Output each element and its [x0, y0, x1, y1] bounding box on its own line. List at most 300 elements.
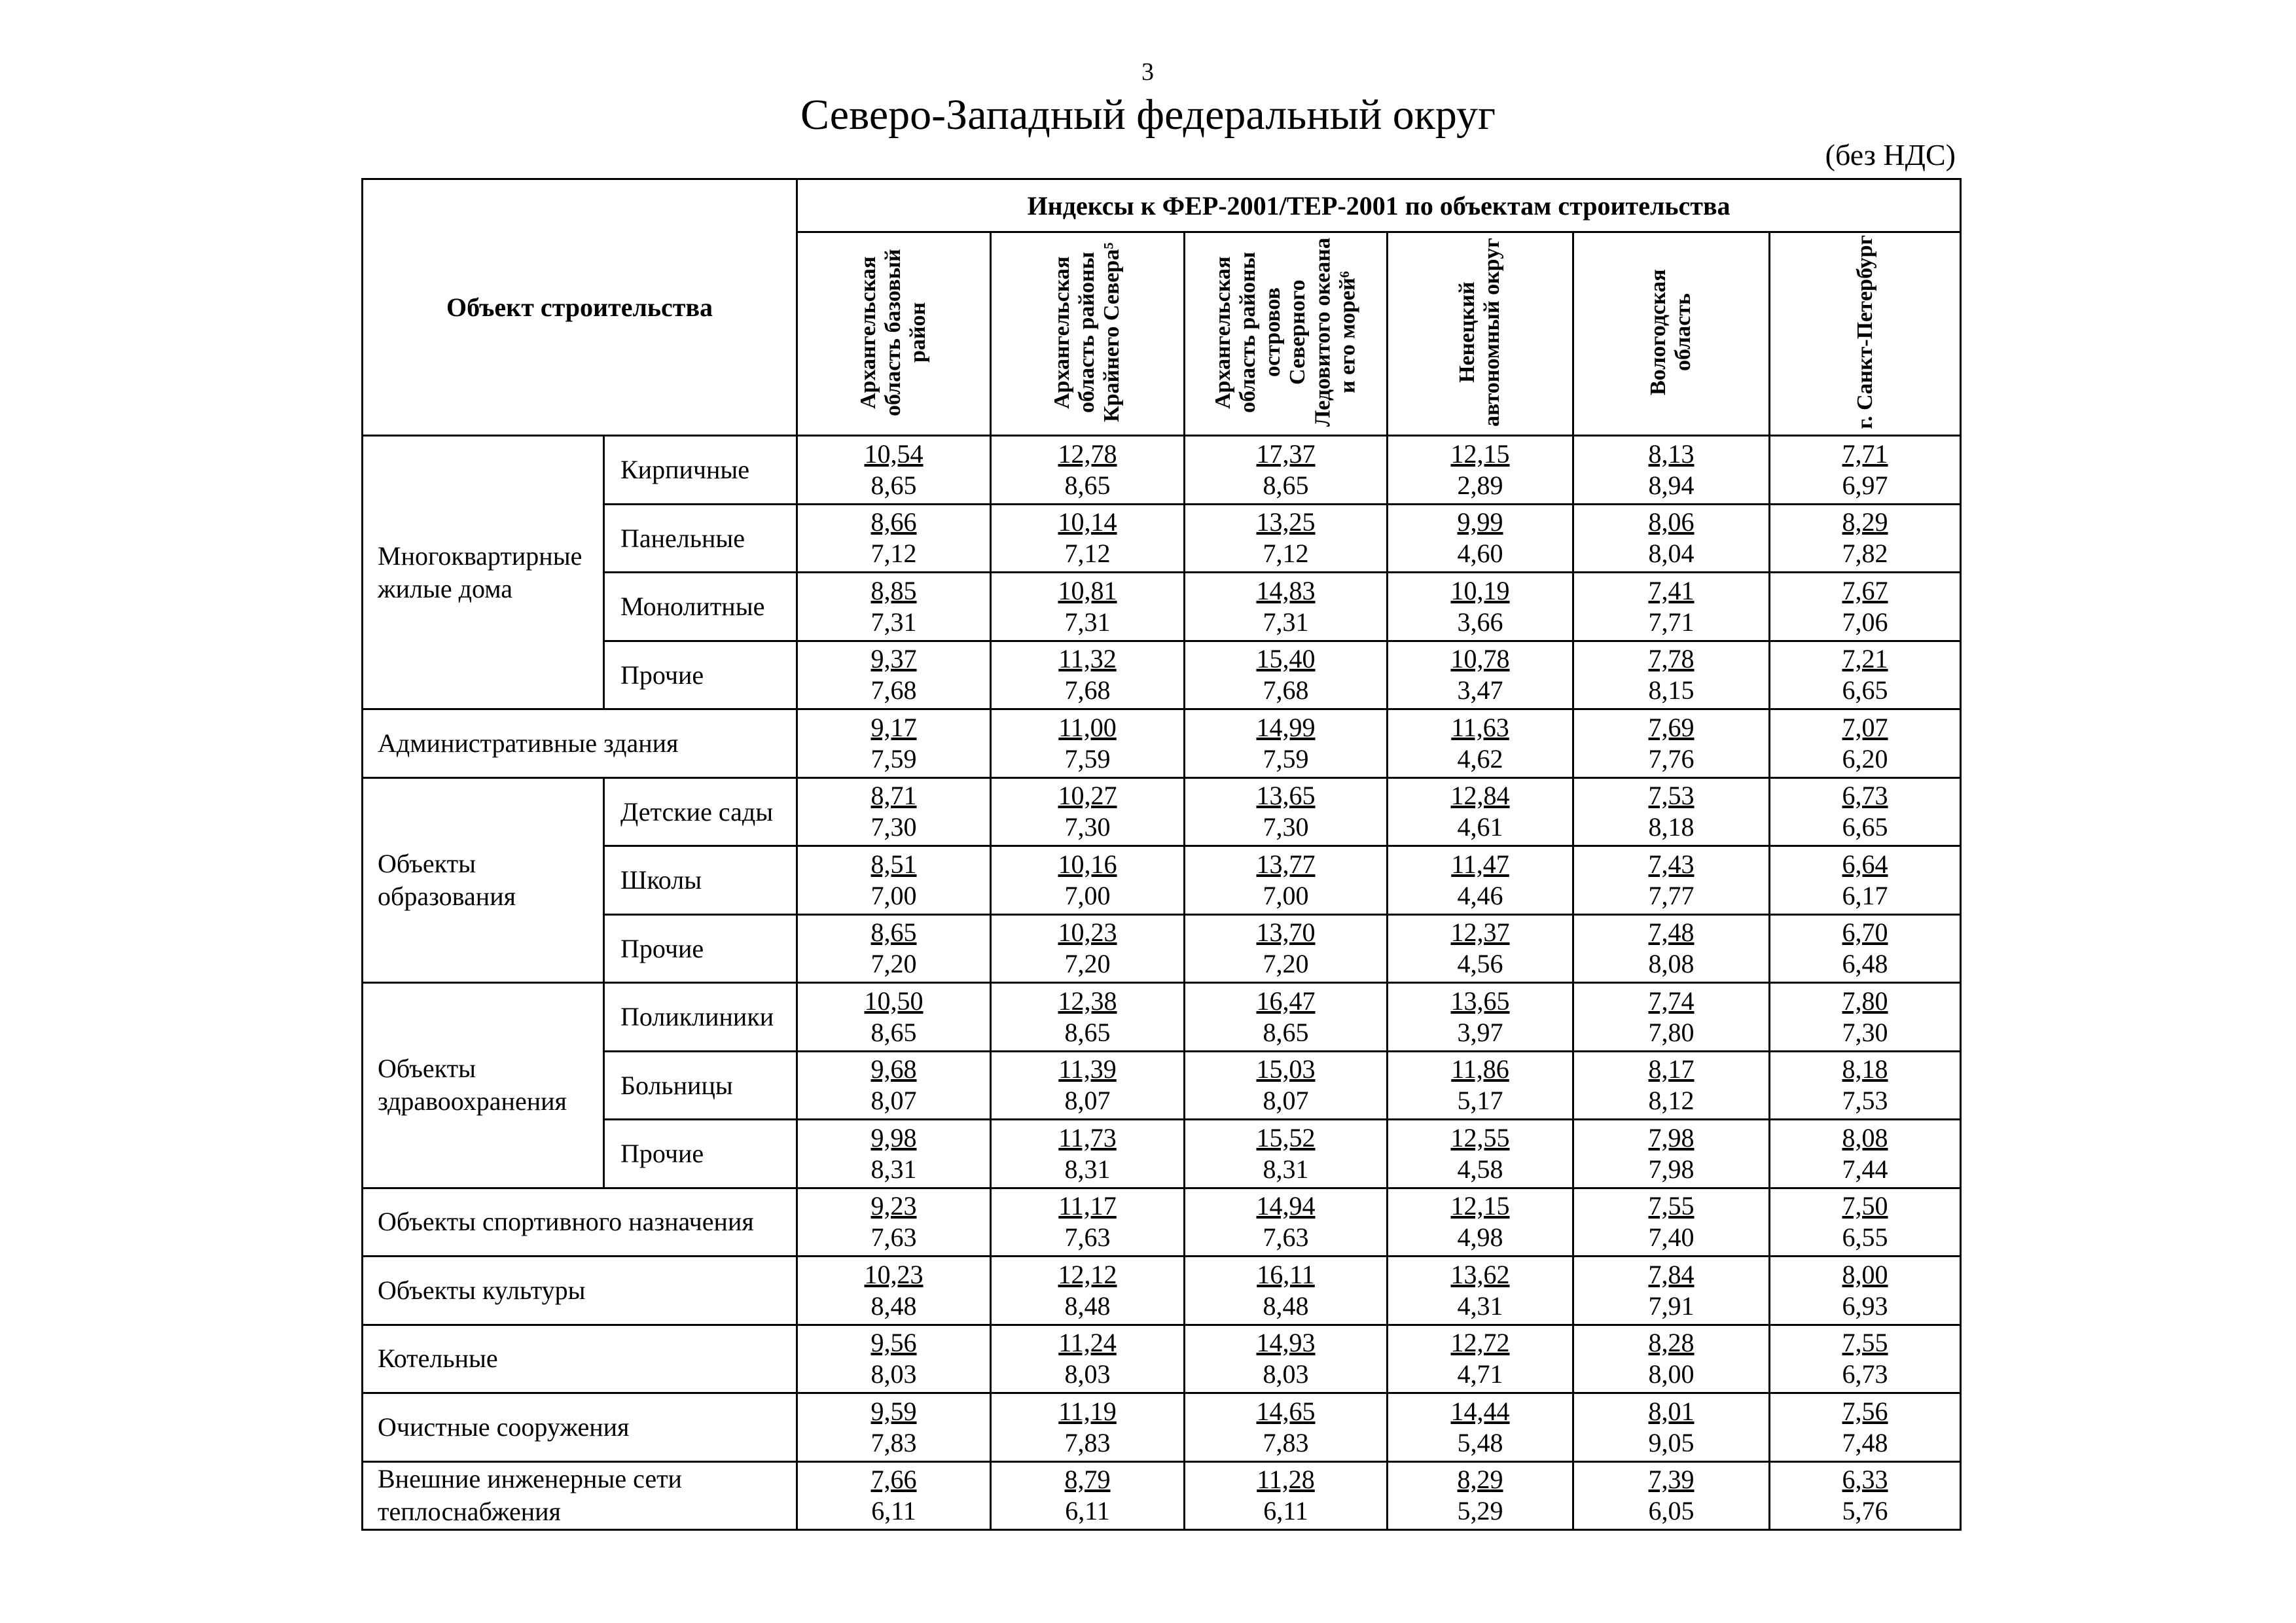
ter-index-value: 8,31 — [870, 1154, 917, 1184]
fer-index-value: 8,08 — [1842, 1122, 1888, 1152]
ter-index-value: 7,30 — [1263, 812, 1309, 842]
index-cell — [991, 846, 1185, 915]
category-cell: Административные здания — [363, 709, 797, 778]
fer-index-value: 12,84 — [1450, 781, 1510, 811]
index-cell — [797, 1257, 991, 1325]
fer-index-value: 13,70 — [1256, 918, 1316, 948]
ter-index-value: 4,56 — [1457, 949, 1503, 979]
fer-index-value: 12,15 — [1450, 1191, 1510, 1221]
ter-index-value: 8,03 — [1064, 1359, 1111, 1389]
fer-index-value: 11,73 — [1058, 1122, 1117, 1152]
ter-index-value: 4,60 — [1457, 539, 1503, 569]
ter-index-value: 8,04 — [1648, 539, 1695, 569]
ter-index-value: 7,00 — [1064, 880, 1111, 910]
ter-index-value: 7,44 — [1842, 1154, 1888, 1184]
ter-index-value: 7,06 — [1842, 607, 1888, 637]
ter-index-value: 8,65 — [1263, 470, 1309, 500]
ter-index-value: 8,07 — [870, 1086, 917, 1116]
ter-index-value: 7,59 — [870, 743, 917, 774]
ter-index-value: 7,00 — [870, 880, 917, 910]
ter-index-value: 8,48 — [1263, 1291, 1309, 1321]
index-cell — [1770, 1257, 1961, 1325]
index-cell — [1388, 1051, 1573, 1120]
index-cell — [991, 1257, 1185, 1325]
fer-index-value: 16,11 — [1257, 1259, 1315, 1289]
fer-index-value: 14,44 — [1450, 1396, 1510, 1426]
fer-index-value: 8,18 — [1842, 1054, 1888, 1084]
fer-index-value: 8,17 — [1648, 1054, 1695, 1084]
ter-index-value: 8,48 — [870, 1291, 917, 1321]
subcategory-cell: Кирпичные — [604, 436, 797, 505]
ter-index-value: 6,11 — [871, 1496, 916, 1526]
fer-index-value: 11,24 — [1058, 1328, 1117, 1358]
fer-index-value: 15,52 — [1256, 1122, 1316, 1152]
index-cell — [991, 504, 1185, 573]
column-header — [991, 232, 1185, 436]
index-cell — [991, 914, 1185, 983]
fer-index-value: 13,25 — [1256, 507, 1316, 537]
index-cell — [991, 1120, 1185, 1188]
index-cell — [1770, 1051, 1961, 1120]
index-cell — [1770, 846, 1961, 915]
page-title: Северо-Западный федеральный округ — [800, 91, 1496, 139]
ter-index-value: 8,65 — [1064, 1017, 1111, 1047]
ter-index-value: 8,07 — [1064, 1086, 1111, 1116]
fer-index-value: 9,98 — [870, 1122, 917, 1152]
fer-index-value: 7,39 — [1648, 1465, 1695, 1495]
index-cell — [797, 846, 991, 915]
ter-index-value: 3,97 — [1457, 1017, 1503, 1047]
ter-index-value: 7,30 — [870, 812, 917, 842]
column-header — [797, 232, 991, 436]
column-header — [1388, 232, 1573, 436]
table-row — [363, 1188, 1961, 1257]
index-cell — [991, 436, 1185, 505]
ter-index-value: 7,20 — [1064, 949, 1111, 979]
index-cell — [1770, 1393, 1961, 1462]
ter-index-value: 7,83 — [1064, 1427, 1111, 1457]
index-cell — [797, 1051, 991, 1120]
ter-index-value: 3,66 — [1457, 607, 1503, 637]
ter-index-value: 8,03 — [1263, 1359, 1309, 1389]
ter-index-value: 7,30 — [1842, 1017, 1888, 1047]
fer-index-value: 15,40 — [1256, 644, 1316, 674]
ter-index-value: 7,20 — [1263, 949, 1309, 979]
index-cell — [991, 777, 1185, 846]
subcategory-cell: Поликлиники — [604, 983, 797, 1052]
index-cell — [1388, 1325, 1573, 1393]
vat-note: (без НДС) — [1825, 138, 1956, 171]
column-header-label: Архангельская область районы островов Северного Ледовитого океана и его морей⁶ — [1211, 238, 1360, 427]
index-cell — [991, 1325, 1185, 1393]
ter-index-value: 7,59 — [1263, 743, 1309, 774]
ter-index-value: 6,11 — [1263, 1496, 1308, 1526]
ter-index-value: 4,46 — [1457, 880, 1503, 910]
index-cell — [1388, 1188, 1573, 1257]
table-row — [363, 1257, 1961, 1325]
index-cell — [1185, 504, 1388, 573]
fer-index-value: 7,66 — [870, 1465, 917, 1495]
index-cell — [1573, 1188, 1770, 1257]
index-cell — [797, 1188, 991, 1257]
ter-index-value: 6,93 — [1842, 1291, 1888, 1321]
index-cell — [1388, 641, 1573, 709]
table-body — [363, 436, 1961, 1530]
index-cell — [797, 641, 991, 709]
category-cell: Очистные сооружения — [363, 1393, 797, 1462]
ter-index-value: 6,73 — [1842, 1359, 1888, 1389]
index-cell — [1770, 1120, 1961, 1188]
index-cell — [1185, 1120, 1388, 1188]
fer-index-value: 10,50 — [864, 986, 924, 1016]
ter-index-value: 7,12 — [870, 539, 917, 569]
index-cell — [1185, 573, 1388, 641]
subcategory-cell: Панельные — [604, 504, 797, 573]
table-row — [363, 1393, 1961, 1462]
index-cell — [797, 436, 991, 505]
ter-index-value: 8,48 — [1064, 1291, 1111, 1321]
column-header-label: Ненецкий автономный округ — [1455, 238, 1505, 427]
ter-index-value: 6,48 — [1842, 949, 1888, 979]
index-cell — [797, 1461, 991, 1530]
fer-index-value: 7,84 — [1648, 1259, 1695, 1289]
index-cell — [1388, 983, 1573, 1052]
index-cell — [797, 709, 991, 778]
ter-index-value: 7,63 — [1263, 1222, 1309, 1253]
fer-index-value: 12,15 — [1450, 438, 1510, 469]
fer-index-value: 10,19 — [1450, 575, 1510, 605]
category-cell: Внешние инженерные сети теплоснабжения — [363, 1461, 797, 1530]
fer-index-value: 9,37 — [870, 644, 917, 674]
ter-index-value: 7,31 — [1263, 607, 1309, 637]
fer-index-value: 7,55 — [1648, 1191, 1695, 1221]
ter-index-value: 7,80 — [1648, 1017, 1695, 1047]
ter-index-value: 8,31 — [1064, 1154, 1111, 1184]
index-cell — [1573, 573, 1770, 641]
ter-index-value: 5,29 — [1457, 1496, 1503, 1526]
ter-index-value: 7,68 — [1263, 675, 1309, 705]
fer-index-value: 6,70 — [1842, 918, 1888, 948]
index-cell — [1185, 1051, 1388, 1120]
index-cell — [1185, 1257, 1388, 1325]
index-cell — [1770, 709, 1961, 778]
fer-index-value: 8,06 — [1648, 507, 1695, 537]
fer-index-value: 11,00 — [1058, 712, 1117, 742]
fer-index-value: 8,65 — [870, 918, 917, 948]
fer-index-value: 7,53 — [1648, 781, 1695, 811]
index-cell — [797, 1393, 991, 1462]
ter-index-value: 7,00 — [1263, 880, 1309, 910]
fer-index-value: 10,14 — [1058, 507, 1117, 537]
fer-index-value: 9,68 — [870, 1054, 917, 1084]
index-cell — [1573, 1120, 1770, 1188]
fer-index-value: 6,33 — [1842, 1465, 1888, 1495]
index-cell — [1770, 777, 1961, 846]
table-row — [363, 777, 1961, 846]
fer-index-value: 9,59 — [870, 1396, 917, 1426]
column-header — [1185, 232, 1388, 436]
fer-index-value: 13,65 — [1256, 781, 1316, 811]
fer-index-value: 9,99 — [1457, 507, 1503, 537]
fer-index-value: 9,17 — [870, 712, 917, 742]
ter-index-value: 8,94 — [1648, 470, 1695, 500]
ter-index-value: 8,07 — [1263, 1086, 1309, 1116]
ter-index-value: 3,47 — [1457, 675, 1503, 705]
ter-index-value: 5,48 — [1457, 1427, 1503, 1457]
index-cell — [1388, 709, 1573, 778]
ter-index-value: 7,83 — [1263, 1427, 1309, 1457]
ter-index-value: 4,58 — [1457, 1154, 1503, 1184]
subcategory-cell: Прочие — [604, 914, 797, 983]
category-cell: Объекты спортивного назначения — [363, 1188, 797, 1257]
table-row — [363, 1325, 1961, 1393]
index-cell — [797, 573, 991, 641]
ter-index-value: 7,48 — [1842, 1427, 1888, 1457]
category-cell: Объекты культуры — [363, 1257, 797, 1325]
index-cell — [1770, 573, 1961, 641]
ter-index-value: 4,31 — [1457, 1291, 1503, 1321]
fer-index-value: 14,83 — [1256, 575, 1316, 605]
fer-index-value: 11,17 — [1058, 1191, 1117, 1221]
fer-index-value: 8,01 — [1648, 1396, 1695, 1426]
index-cell — [991, 641, 1185, 709]
index-cell — [1388, 1257, 1573, 1325]
fer-index-value: 15,03 — [1256, 1054, 1316, 1084]
fer-index-value: 7,41 — [1648, 575, 1695, 605]
column-header-label: Архангельская область районы Крайнего Севера⁵ — [1050, 242, 1124, 422]
ter-index-value: 7,68 — [870, 675, 917, 705]
index-cell — [1388, 846, 1573, 915]
fer-index-value: 11,39 — [1058, 1054, 1117, 1084]
column-header — [1573, 232, 1770, 436]
fer-index-value: 9,56 — [870, 1328, 917, 1358]
fer-index-value: 8,29 — [1457, 1465, 1503, 1495]
ter-index-value: 7,53 — [1842, 1086, 1888, 1116]
index-cell — [1388, 1120, 1573, 1188]
ter-index-value: 7,31 — [870, 607, 917, 637]
fer-index-value: 6,73 — [1842, 781, 1888, 811]
subcategory-cell: Монолитные — [604, 573, 797, 641]
index-cell — [1185, 641, 1388, 709]
index-cell — [1770, 641, 1961, 709]
index-cell — [797, 504, 991, 573]
fer-index-value: 7,80 — [1842, 986, 1888, 1016]
fer-index-value: 8,13 — [1648, 438, 1695, 469]
category-cell: Объекты здравоохранения — [363, 983, 604, 1188]
fer-index-value: 10,81 — [1058, 575, 1117, 605]
ter-index-value: 8,00 — [1648, 1359, 1695, 1389]
ter-index-value: 2,89 — [1457, 470, 1503, 500]
fer-index-value: 8,85 — [870, 575, 917, 605]
fer-index-value: 17,37 — [1256, 438, 1316, 469]
index-cell — [1770, 436, 1961, 505]
index-cell — [1770, 1325, 1961, 1393]
ter-index-value: 7,63 — [870, 1222, 917, 1253]
ter-index-value: 7,71 — [1648, 607, 1695, 637]
ter-index-value: 8,03 — [870, 1359, 917, 1389]
fer-index-value: 11,28 — [1257, 1465, 1315, 1495]
index-cell — [1185, 777, 1388, 846]
subcategory-cell: Школы — [604, 846, 797, 915]
index-cell — [1770, 914, 1961, 983]
ter-index-value: 7,63 — [1064, 1222, 1111, 1253]
index-cell — [1573, 777, 1770, 846]
fer-index-value: 12,38 — [1058, 986, 1117, 1016]
ter-index-value: 8,31 — [1263, 1154, 1309, 1184]
index-cell — [1388, 914, 1573, 983]
index-cell — [1573, 1051, 1770, 1120]
index-cell — [1573, 1393, 1770, 1462]
fer-index-value: 13,62 — [1450, 1259, 1510, 1289]
fer-index-value: 7,07 — [1842, 712, 1888, 742]
fer-index-value: 14,94 — [1256, 1191, 1316, 1221]
ter-index-value: 7,12 — [1263, 539, 1309, 569]
index-cell — [1573, 641, 1770, 709]
fer-index-value: 11,19 — [1058, 1396, 1117, 1426]
ter-index-value: 4,61 — [1457, 812, 1503, 842]
ter-index-value: 7,20 — [870, 949, 917, 979]
ter-index-value: 8,08 — [1648, 949, 1695, 979]
fer-index-value: 8,00 — [1842, 1259, 1888, 1289]
fer-index-value: 13,65 — [1450, 986, 1510, 1016]
ter-index-value: 7,12 — [1064, 539, 1111, 569]
fer-index-value: 7,74 — [1648, 986, 1695, 1016]
index-cell — [1388, 777, 1573, 846]
fer-index-value: 8,29 — [1842, 507, 1888, 537]
index-cell — [991, 1188, 1185, 1257]
fer-index-value: 7,67 — [1842, 575, 1888, 605]
fer-index-value: 8,28 — [1648, 1328, 1695, 1358]
ter-index-value: 6,55 — [1842, 1222, 1888, 1253]
fer-index-value: 7,69 — [1648, 712, 1695, 742]
ter-index-value: 7,59 — [1064, 743, 1111, 774]
index-cell — [991, 1051, 1185, 1120]
ter-index-value: 8,65 — [870, 470, 917, 500]
table-row — [363, 436, 1961, 505]
subcategory-cell: Прочие — [604, 641, 797, 709]
ter-index-value: 8,18 — [1648, 812, 1695, 842]
ter-index-value: 6,97 — [1842, 470, 1888, 500]
fer-index-value: 14,99 — [1256, 712, 1316, 742]
index-cell — [1573, 436, 1770, 505]
ter-index-value: 7,68 — [1064, 675, 1111, 705]
index-cell — [797, 1120, 991, 1188]
index-cell — [1770, 1188, 1961, 1257]
ter-index-value: 7,40 — [1648, 1222, 1695, 1253]
index-cell — [991, 709, 1185, 778]
table-row — [363, 709, 1961, 778]
index-cell — [991, 1461, 1185, 1530]
ter-index-value: 7,83 — [870, 1427, 917, 1457]
fer-index-value: 10,78 — [1450, 644, 1510, 674]
fer-index-value: 11,63 — [1451, 712, 1509, 742]
index-cell — [991, 983, 1185, 1052]
column-header — [1770, 232, 1961, 436]
fer-index-value: 7,48 — [1648, 918, 1695, 948]
fer-index-value: 7,43 — [1648, 849, 1695, 879]
ter-index-value: 9,05 — [1648, 1427, 1695, 1457]
fer-index-value: 12,37 — [1450, 918, 1510, 948]
category-cell: Котельные — [363, 1325, 797, 1393]
ter-index-value: 7,82 — [1842, 539, 1888, 569]
ter-index-value: 6,17 — [1842, 880, 1888, 910]
ter-index-value: 7,31 — [1064, 607, 1111, 637]
ter-index-value: 8,65 — [870, 1017, 917, 1047]
index-cell — [1388, 1461, 1573, 1530]
index-cell — [1770, 983, 1961, 1052]
index-cell — [1388, 573, 1573, 641]
page-number: 3 — [1141, 58, 1154, 86]
fer-index-value: 12,12 — [1058, 1259, 1117, 1289]
fer-index-value: 7,56 — [1842, 1396, 1888, 1426]
index-cell — [1573, 846, 1770, 915]
column-header-label: г. Санкт-Петербург — [1852, 235, 1877, 429]
index-cell — [1573, 914, 1770, 983]
fer-index-value: 6,64 — [1842, 849, 1888, 879]
ter-index-value: 4,98 — [1457, 1222, 1503, 1253]
fer-index-value: 10,23 — [1058, 918, 1117, 948]
index-cell — [797, 914, 991, 983]
ter-index-value: 6,05 — [1648, 1496, 1695, 1526]
ter-index-value: 6,65 — [1842, 675, 1888, 705]
ter-index-value: 7,98 — [1648, 1154, 1695, 1184]
ter-index-value: 8,65 — [1263, 1017, 1309, 1047]
fer-index-value: 10,16 — [1058, 849, 1117, 879]
ter-index-value: 6,11 — [1065, 1496, 1110, 1526]
table-row — [363, 983, 1961, 1052]
fer-index-value: 7,71 — [1842, 438, 1888, 469]
column-header-label: Вологодская область — [1646, 269, 1696, 395]
index-cell — [991, 573, 1185, 641]
ter-index-value: 4,71 — [1457, 1359, 1503, 1389]
fer-index-value: 7,21 — [1842, 644, 1888, 674]
fer-index-value: 14,65 — [1256, 1396, 1316, 1426]
fer-index-value: 8,79 — [1064, 1465, 1111, 1495]
fer-index-value: 11,86 — [1451, 1054, 1509, 1084]
fer-index-value: 13,77 — [1256, 849, 1316, 879]
fer-index-value: 9,23 — [870, 1191, 917, 1221]
index-cell — [1388, 436, 1573, 505]
index-cell — [1388, 504, 1573, 573]
category-cell: Объекты образования — [363, 777, 604, 983]
table-row — [363, 1461, 1961, 1530]
ter-index-value: 8,65 — [1064, 470, 1111, 500]
index-cell — [797, 777, 991, 846]
index-cell — [1573, 709, 1770, 778]
index-cell — [1185, 1461, 1388, 1530]
index-cell — [1573, 1325, 1770, 1393]
fer-index-value: 16,47 — [1256, 986, 1316, 1016]
fer-index-value: 14,93 — [1256, 1328, 1316, 1358]
index-cell — [1185, 914, 1388, 983]
fer-index-value: 7,50 — [1842, 1191, 1888, 1221]
ter-index-value: 7,77 — [1648, 880, 1695, 910]
index-cell — [1185, 436, 1388, 505]
index-cell — [1185, 1393, 1388, 1462]
ter-index-value: 5,76 — [1842, 1496, 1888, 1526]
fer-index-value: 8,71 — [870, 781, 917, 811]
category-cell: Многоквартирные жилые дома — [363, 436, 604, 709]
index-cell — [1770, 504, 1961, 573]
ter-index-value: 8,12 — [1648, 1086, 1695, 1116]
subcategory-cell: Больницы — [604, 1051, 797, 1120]
ter-index-value: 5,17 — [1457, 1086, 1503, 1116]
fer-index-value: 7,78 — [1648, 644, 1695, 674]
index-cell — [991, 1393, 1185, 1462]
fer-index-value: 7,55 — [1842, 1328, 1888, 1358]
index-cell — [1185, 1325, 1388, 1393]
fer-index-value: 12,72 — [1450, 1328, 1510, 1358]
